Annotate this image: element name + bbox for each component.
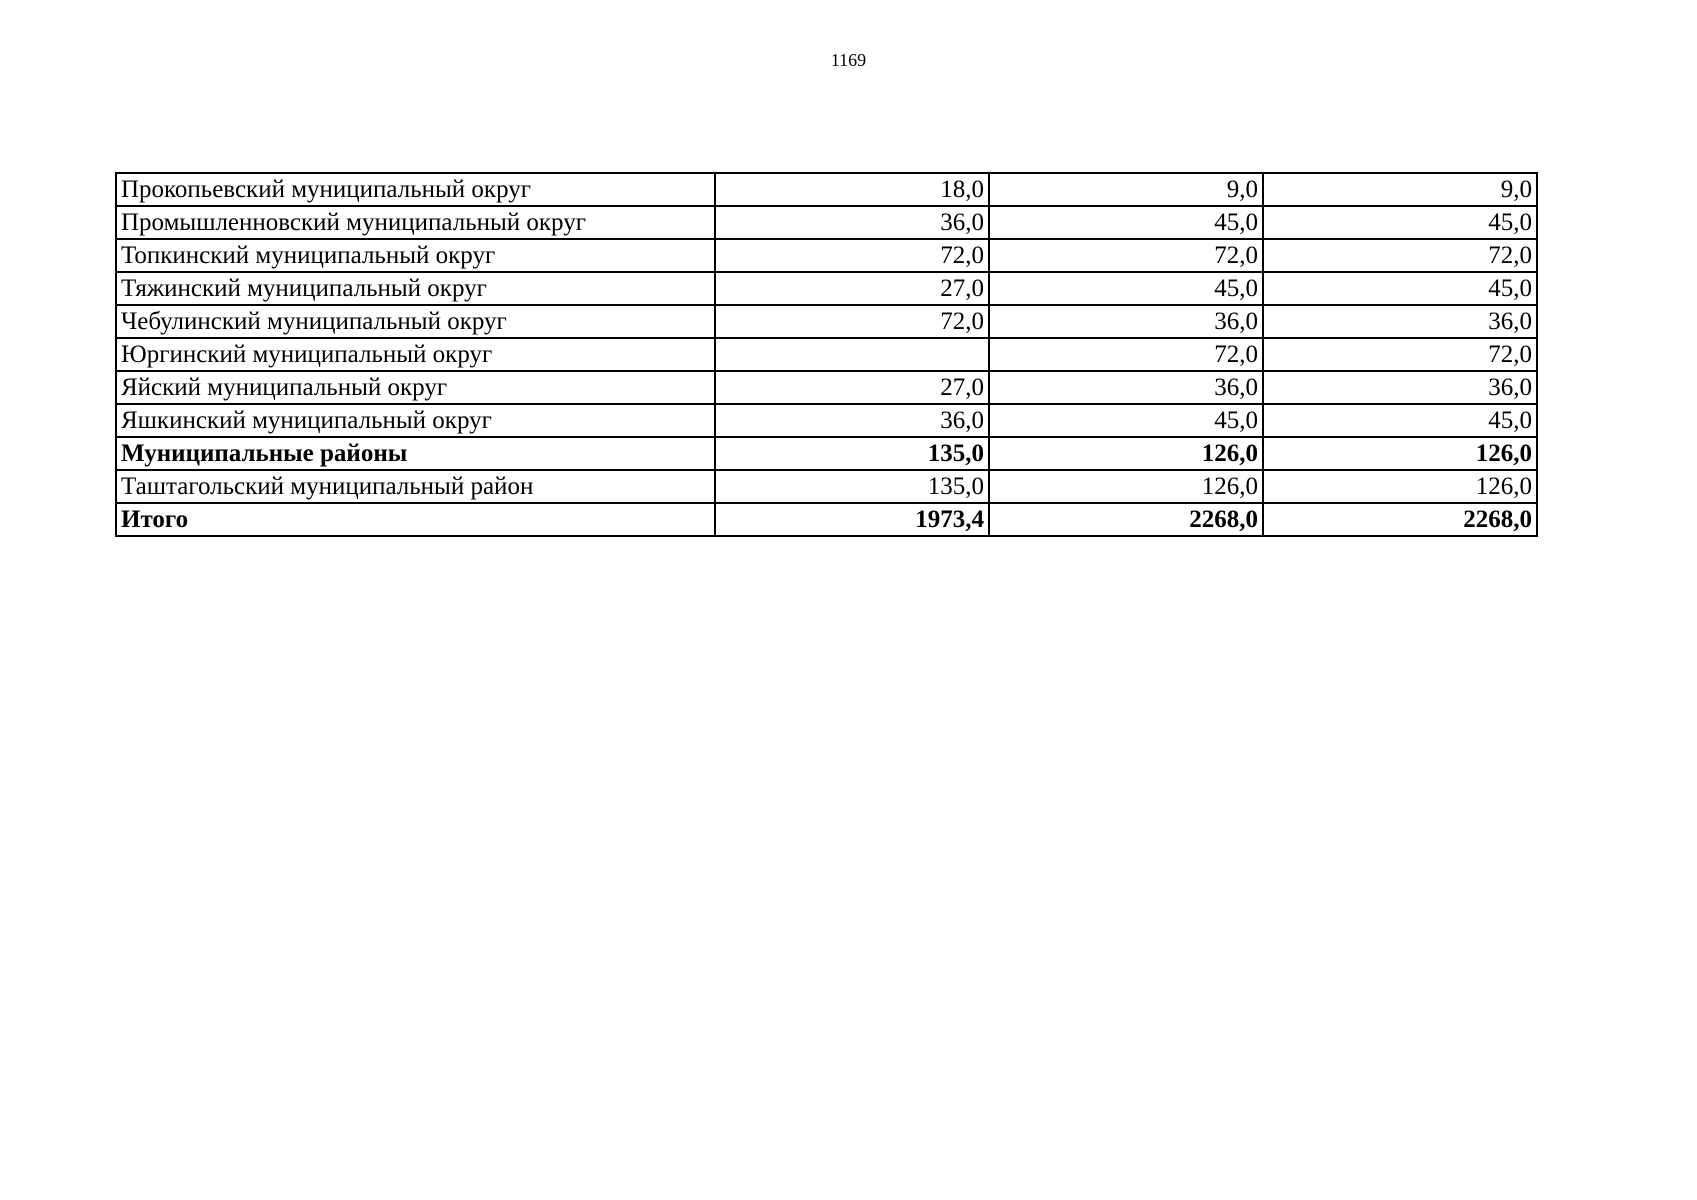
- table-row: [116, 371, 1537, 404]
- value-cell-2: 9,0: [989, 173, 1263, 206]
- page-number: 1169: [830, 50, 867, 70]
- value-cell-1: 135,0: [715, 470, 989, 503]
- row-name-cell: Чебулинский муниципальный округ: [116, 305, 715, 338]
- value-cell-3: 45,0: [1263, 206, 1537, 239]
- value-cell-1: 27,0: [715, 371, 989, 404]
- value-cell-3: 2268,0: [1263, 503, 1537, 536]
- value-cell-3: 36,0: [1263, 371, 1537, 404]
- allocation-table: [115, 172, 1538, 537]
- row-name-cell: Муниципальные районы: [116, 437, 715, 470]
- table-row: [116, 305, 1537, 338]
- table-row: [116, 173, 1537, 206]
- value-cell-3: 9,0: [1263, 173, 1537, 206]
- row-name-cell: Итого: [116, 503, 715, 536]
- table-row: [116, 239, 1537, 272]
- row-name-cell: Промышленновский муниципальный округ: [116, 206, 715, 239]
- row-name-cell: Прокопьевский муниципальный округ: [116, 173, 715, 206]
- value-cell-2: 72,0: [989, 338, 1263, 371]
- table-row: [116, 404, 1537, 437]
- row-name-cell: Топкинский муниципальный округ: [116, 239, 715, 272]
- value-cell-3: 45,0: [1263, 404, 1537, 437]
- row-name-cell: Юргинский муниципальный округ: [116, 338, 715, 371]
- value-cell-2: 72,0: [989, 239, 1263, 272]
- table-row: [116, 338, 1537, 371]
- table-row: [116, 470, 1537, 503]
- table-row-total: [116, 503, 1537, 536]
- row-name-cell: Яйский муниципальный округ: [116, 371, 715, 404]
- row-name-cell: Таштагольский муниципальный район: [116, 470, 715, 503]
- value-cell-3: 72,0: [1263, 338, 1537, 371]
- value-cell-1: 72,0: [715, 239, 989, 272]
- table-row: [116, 206, 1537, 239]
- value-cell-2: 2268,0: [989, 503, 1263, 536]
- value-cell-2: 36,0: [989, 371, 1263, 404]
- value-cell-3: 126,0: [1263, 437, 1537, 470]
- value-cell-2: 36,0: [989, 305, 1263, 338]
- value-cell-2: 45,0: [989, 206, 1263, 239]
- value-cell-3: 72,0: [1263, 239, 1537, 272]
- row-name-cell: Яшкинский муниципальный округ: [116, 404, 715, 437]
- row-name-cell: Тяжинский муниципальный округ: [116, 272, 715, 305]
- value-cell-2: 45,0: [989, 404, 1263, 437]
- table-row-subtotal: [116, 437, 1537, 470]
- value-cell-1: [715, 338, 989, 371]
- value-cell-1: 36,0: [715, 404, 989, 437]
- table-row: [116, 272, 1537, 305]
- value-cell-3: 45,0: [1263, 272, 1537, 305]
- value-cell-3: 36,0: [1263, 305, 1537, 338]
- value-cell-2: 45,0: [989, 272, 1263, 305]
- value-cell-3: 126,0: [1263, 470, 1537, 503]
- value-cell-1: 27,0: [715, 272, 989, 305]
- value-cell-2: 126,0: [989, 437, 1263, 470]
- value-cell-1: 1973,4: [715, 503, 989, 536]
- value-cell-1: 135,0: [715, 437, 989, 470]
- value-cell-1: 72,0: [715, 305, 989, 338]
- value-cell-2: 126,0: [989, 470, 1263, 503]
- value-cell-1: 36,0: [715, 206, 989, 239]
- value-cell-1: 18,0: [715, 173, 989, 206]
